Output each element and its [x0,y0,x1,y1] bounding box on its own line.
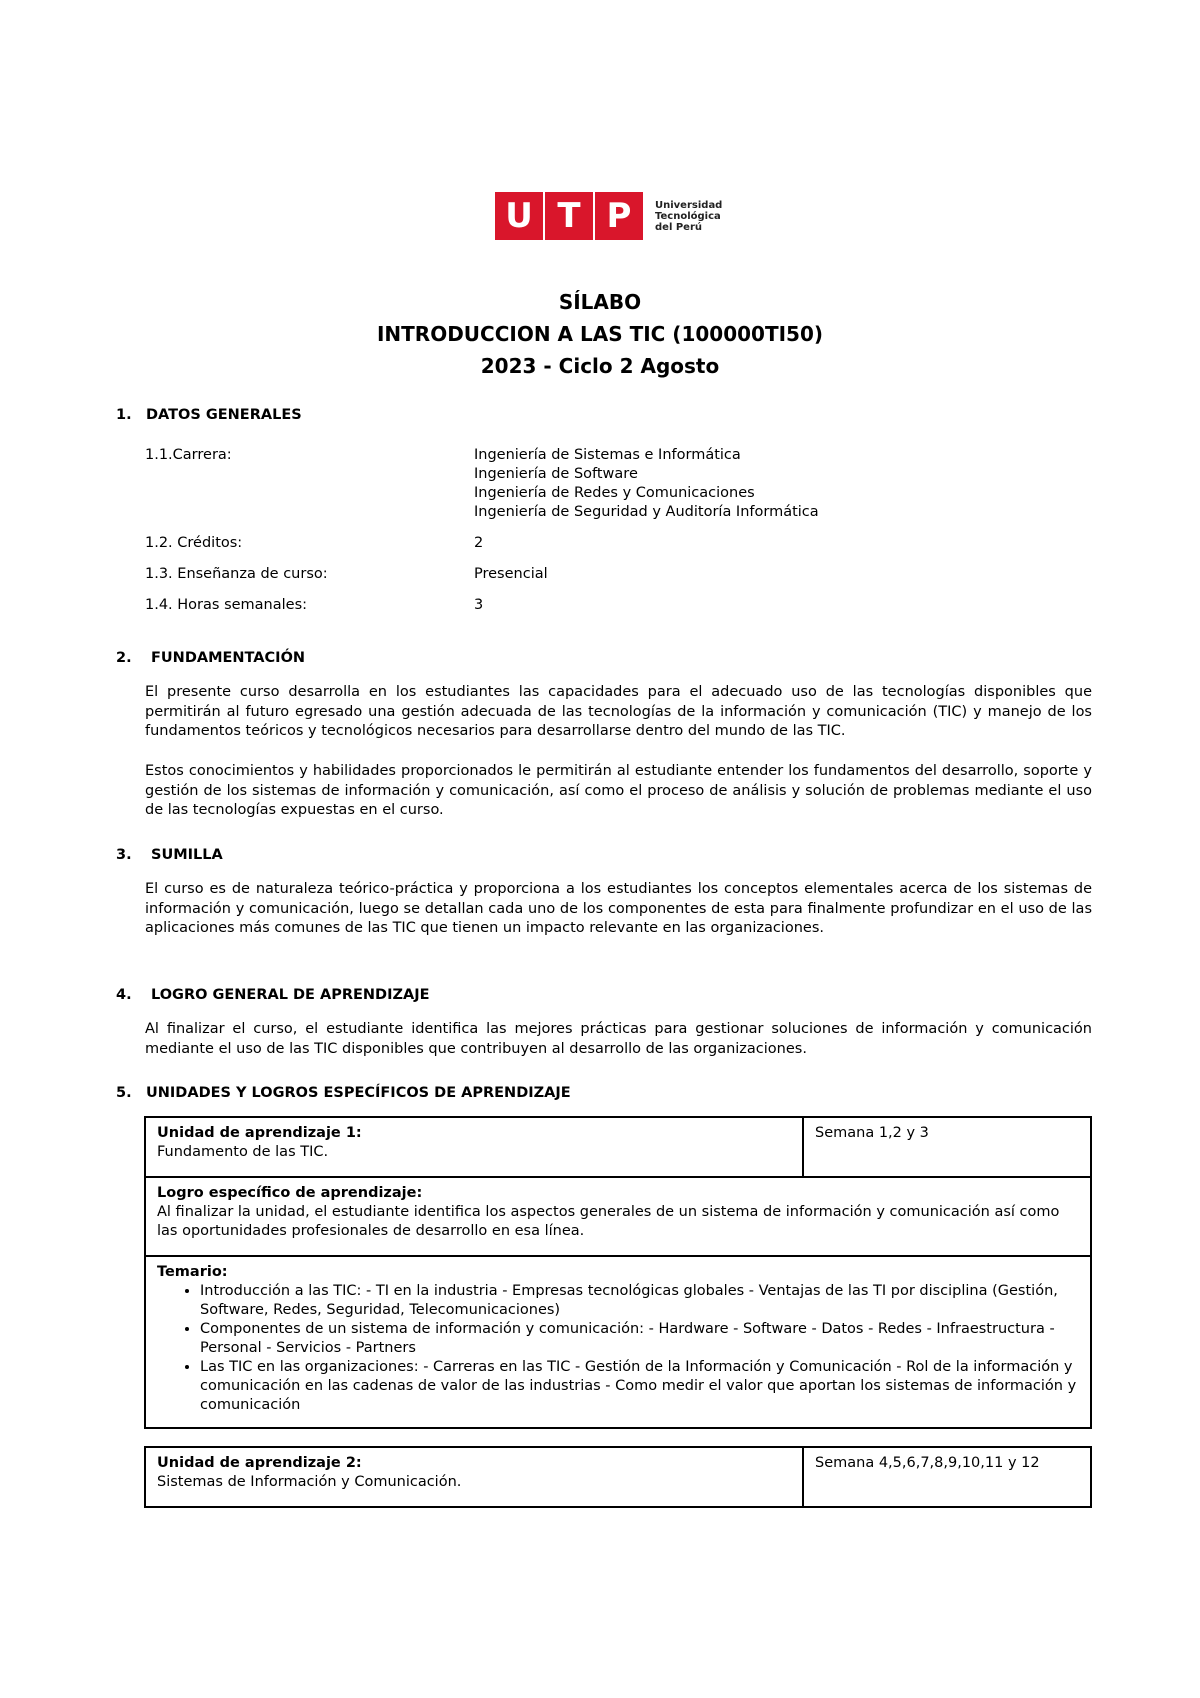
unidad-2-label: Unidad de aprendizaje 2: [157,1455,362,1471]
creditos-label: 1.2. Créditos: [145,535,243,551]
section-title: FUNDAMENTACIÓN [151,650,306,666]
unidad-2-header-row [145,1447,1091,1507]
section-title: UNIDADES Y LOGROS ESPECÍFICOS DE APRENDIZAJE [146,1085,571,1101]
unidad-1-name: Fundamento de las TIC. [157,1144,329,1160]
utp-logo-letters [495,192,643,240]
section-heading-sumilla [116,847,223,863]
unidad-2-name: Sistemas de Información y Comunicación. [157,1474,462,1490]
sumilla-paragraph: El curso es de naturaleza teórico-práctica y proporciona a los estudiantes los conceptos elementales acerca de los sistemas de información y comunicación, luego se detallan cada uno de los componentes de esta para finalmente profundizar en el uso de las aplicaciones más comunes de las TIC que tienen un impacto relevante en las organizaciones. [145,881,1092,937]
section-heading-unidades [116,1085,571,1101]
logo-name-line: del Perú [655,221,703,233]
course-title: INTRODUCCION A LAS TIC (100000TI50) [376,322,823,346]
unidad-1-logro-text: Al finalizar la unidad, el estudiante identifica los aspectos generales de un sistema de información y comunicación así como las oportunidades profesionales de desarrollo en esa línea. [157,1204,1060,1239]
carrera-value: Ingeniería de Seguridad y Auditoría Informática [474,504,819,520]
section-heading-datos-generales [116,407,302,423]
logo-name-line: Tecnológica [655,210,721,222]
section-number: 4. [116,987,132,1003]
utp-logo [495,192,722,240]
unidad-1-logro-label: Logro específico de aprendizaje: [157,1185,423,1201]
unidad-2-table [144,1446,1092,1508]
unidad-2-semana: Semana 4,5,6,7,8,9,10,11 y 12 [815,1455,1040,1471]
logo-university-name [655,200,722,233]
ensenanza-label: 1.3. Enseñanza de curso: [145,566,328,582]
unidad-1-temario-label: Temario: [157,1264,228,1280]
unidad-1-semana: Semana 1,2 y 3 [815,1125,929,1141]
section-number: 2. [116,650,132,666]
unidad-2-semana-cell [803,1447,1091,1507]
logo-letter-t: T [545,192,593,240]
section-title: SUMILLA [151,847,223,863]
section-heading-logro-general [116,987,430,1003]
unidad-1-temario-cell [145,1256,1091,1428]
unidad-1-temario-row [145,1256,1091,1428]
horas-label: 1.4. Horas semanales: [145,597,308,613]
creditos-value: 2 [474,535,484,551]
section-number: 1. [116,407,132,423]
section-number: 3. [116,847,132,863]
unidad-1-logro-row [145,1177,1091,1256]
logro-general-paragraph: Al finalizar el curso, el estudiante identifica las mejores prácticas para gestionar soluciones de información y comunicación mediante el uso de las TIC disponibles que contribuyen al desarrollo de las organizaciones. [145,1021,1092,1057]
document-title: SÍLABO [558,290,642,314]
unidad-1-label: Unidad de aprendizaje 1: [157,1125,362,1141]
carrera-label: 1.1.Carrera: [145,447,232,463]
temario-item: • Las TIC en las organizaciones: - Carreras en las TIC - Gestión de la Información y Comunicación - Rol de la información y comunicación en las cadenas de valor de las industrias - Como medir el valor que aportan los sistemas de información y comunicación [200,1358,1079,1415]
ensenanza-value: Presencial [474,566,548,582]
temario-item: • Introducción a las TIC: - TI en la industria - Empresas tecnológicas globales - Ventajas de las TI por disciplina (Gestión, Software, Redes, Seguridad, Telecomunicaciones) [200,1282,1079,1320]
fundamentacion-paragraph-1: El presente curso desarrolla en los estudiantes las capacidades para el adecuado uso de las tecnologías disponibles que permitirán al futuro egresado una gestión adecuada de las tecnologías de la información y comunicación (TIC) y manejo de los fundamentos teóricos y tecnológicos necesarios para desarrollarse dentro del mundo de las TIC. [145,684,1092,740]
course-period: 2023 - Ciclo 2 Agosto [480,354,720,378]
horas-value: 3 [474,597,484,613]
unidad-1-header-row [145,1117,1091,1177]
section-title: DATOS GENERALES [146,407,302,423]
logo-letter-u: U [495,192,543,240]
unidad-1-temario-list [157,1282,1079,1415]
unidad-1-title-cell [145,1117,803,1177]
carrera-value: Ingeniería de Software [474,466,638,482]
section-number: 5. [116,1085,132,1101]
unidad-1-logro-cell [145,1177,1091,1256]
carrera-values [474,446,819,522]
carrera-value: Ingeniería de Redes y Comunicaciones [474,485,755,501]
temario-item: • Componentes de un sistema de información y comunicación: - Hardware - Software - Datos - Redes - Infraestructura - Personal - Servicios - Partners [200,1320,1079,1358]
unidad-2-title-cell [145,1447,803,1507]
logo-name-line: Universidad [655,199,723,211]
section-title: LOGRO GENERAL DE APRENDIZAJE [151,987,430,1003]
unidad-1-semana-cell [803,1117,1091,1177]
section-heading-fundamentacion [116,650,305,666]
fundamentacion-paragraph-2: Estos conocimientos y habilidades proporcionados le permitirán al estudiante entender los fundamentos del desarrollo, soporte y gestión de los sistemas de información y comunicación, así como el proceso de análisis y solución de problemas mediante el uso de las tecnologías expuestas en el curso. [145,763,1092,819]
carrera-value: Ingeniería de Sistemas e Informática [474,447,741,463]
logo-letter-p: P [595,192,643,240]
unidad-1-table [144,1116,1092,1429]
